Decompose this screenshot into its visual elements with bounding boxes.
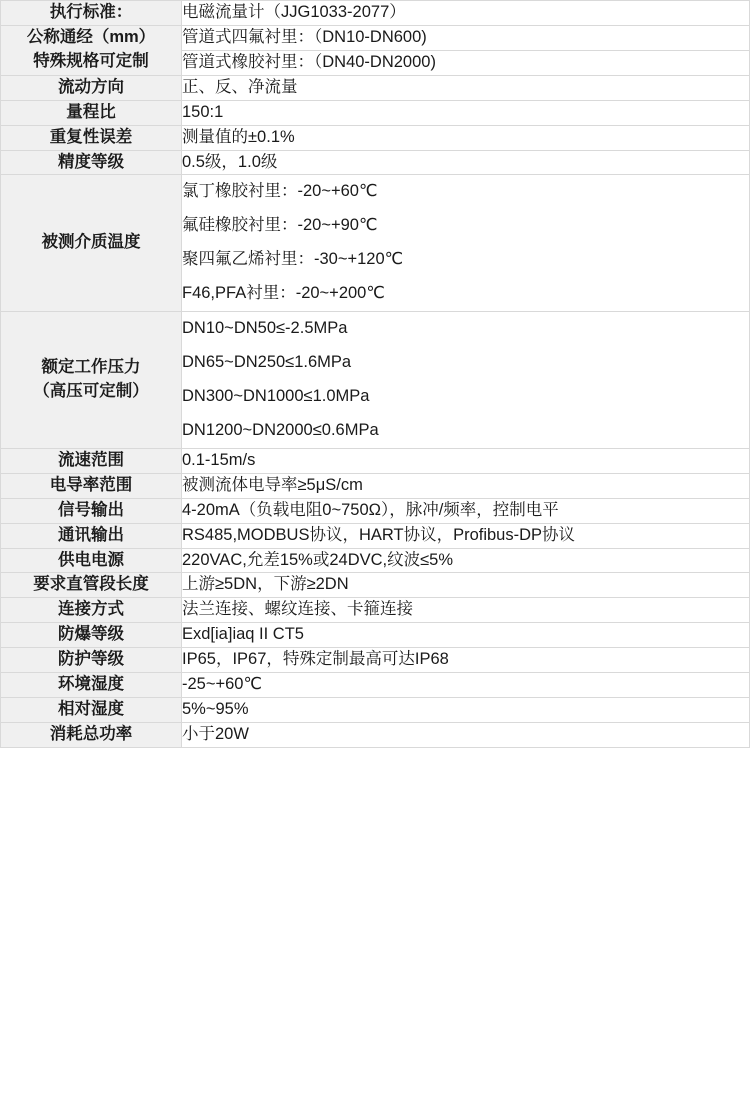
table-row xyxy=(1,722,750,747)
spec-value-cell xyxy=(182,50,750,75)
spec-value-cell xyxy=(182,150,750,175)
spec-label-line: 流速范围 xyxy=(58,450,124,469)
spec-value-line: 0.5级，1.0级 xyxy=(182,152,278,171)
spec-label-cell xyxy=(1,448,182,473)
spec-label-line: 防护等级 xyxy=(58,650,124,669)
spec-label-cell xyxy=(1,548,182,573)
spec-label-cell xyxy=(1,698,182,723)
spec-value-cell xyxy=(182,100,750,125)
table-row xyxy=(1,75,750,100)
spec-label-cell xyxy=(1,673,182,698)
spec-label-line: 特殊规格可定制 xyxy=(33,52,149,71)
spec-label-cell xyxy=(1,498,182,523)
spec-value-line: 5%~95% xyxy=(182,700,249,719)
table-row xyxy=(1,498,750,523)
spec-label-cell xyxy=(1,100,182,125)
spec-label-cell xyxy=(1,150,182,175)
spec-value-cell xyxy=(182,573,750,598)
spec-label-cell xyxy=(1,573,182,598)
spec-value-cell xyxy=(182,673,750,698)
spec-value-cell xyxy=(182,623,750,648)
spec-label-line: 流动方向 xyxy=(58,77,124,96)
spec-value-cell xyxy=(182,598,750,623)
spec-value-line: F46,PFA衬里：-20~+200℃ xyxy=(182,284,385,303)
table-row xyxy=(1,573,750,598)
spec-value-line: 220VAC,允差15%或24DVC,纹波≤5% xyxy=(182,550,454,569)
table-row xyxy=(1,1,750,26)
spec-label-cell xyxy=(1,623,182,648)
spec-label-cell xyxy=(1,312,182,449)
spec-label-line: 环境湿度 xyxy=(58,675,124,694)
table-row xyxy=(1,523,750,548)
spec-label-line: 执行标准： xyxy=(49,3,133,21)
spec-label-cell xyxy=(1,648,182,673)
table-row xyxy=(1,698,750,723)
spec-label-line: 消耗总功率 xyxy=(49,724,133,743)
spec-value-line: RS485,MODBUS协议，HART协议，Profibus-DP协议 xyxy=(182,525,576,544)
table-row xyxy=(1,598,750,623)
spec-value-line: 测量值的±0.1% xyxy=(182,127,295,146)
spec-value-line: DN300~DN1000≤1.0MPa xyxy=(182,386,370,405)
spec-label-line: 电导率范围 xyxy=(49,475,133,494)
spec-value-line: 上游≥5DN，下游≥2DN xyxy=(182,575,349,594)
spec-label-cell xyxy=(1,75,182,100)
spec-value-line: DN1200~DN2000≤0.6MPa xyxy=(182,420,379,439)
spec-value-cell xyxy=(182,125,750,150)
table-row xyxy=(1,673,750,698)
spec-value-line: 氟硅橡胶衬里：-20~+90℃ xyxy=(182,216,378,235)
spec-label-line: 公称通经（mm） xyxy=(26,28,156,47)
spec-label-cell xyxy=(1,25,182,75)
spec-value-cell xyxy=(182,523,750,548)
spec-label-cell xyxy=(1,598,182,623)
spec-value-cell xyxy=(182,473,750,498)
spec-label-line: 信号输出 xyxy=(58,500,124,519)
specifications-table-body xyxy=(1,1,750,748)
spec-label-line: 要求直管段长度 xyxy=(33,575,149,594)
spec-value-cell xyxy=(182,175,750,312)
spec-value-cell xyxy=(182,1,750,26)
spec-label-line: 通讯输出 xyxy=(58,525,124,544)
spec-value-cell xyxy=(182,548,750,573)
spec-value-line: 管道式橡胶衬里：（DN40-DN2000) xyxy=(182,52,436,71)
spec-value-line: 150:1 xyxy=(182,102,224,121)
table-row xyxy=(1,448,750,473)
spec-value-line: 电磁流量计（JJG1033-2077） xyxy=(182,3,406,21)
spec-label-line: 供电电源 xyxy=(58,550,124,569)
spec-value-line: IP65，IP67，特殊定制最高可达IP68 xyxy=(182,650,449,669)
spec-value-line: 法兰连接、螺纹连接、卡箍连接 xyxy=(182,600,413,619)
table-row xyxy=(1,100,750,125)
table-row xyxy=(1,548,750,573)
spec-value-cell xyxy=(182,75,750,100)
spec-value-line: 0.1-15m/s xyxy=(182,450,256,469)
spec-label-line: 重复性误差 xyxy=(49,127,133,146)
spec-value-cell xyxy=(182,25,750,50)
spec-label-line: 防爆等级 xyxy=(58,625,124,644)
table-row xyxy=(1,150,750,175)
table-row xyxy=(1,312,750,449)
table-row xyxy=(1,473,750,498)
table-row xyxy=(1,175,750,312)
spec-label-cell xyxy=(1,722,182,747)
spec-label-cell xyxy=(1,523,182,548)
table-row xyxy=(1,623,750,648)
spec-label-line: 精度等级 xyxy=(58,152,124,171)
spec-label-cell xyxy=(1,175,182,312)
spec-value-line: 被测流体电导率≥5μS/cm xyxy=(182,475,363,494)
table-row xyxy=(1,125,750,150)
spec-value-cell xyxy=(182,448,750,473)
spec-value-line: 氯丁橡胶衬里：-20~+60℃ xyxy=(182,182,378,201)
spec-value-line: DN10~DN50≤-2.5MPa xyxy=(182,319,348,338)
spec-value-line: 管道式四氟衬里：（DN10-DN600) xyxy=(182,27,427,46)
spec-label-line: （高压可定制） xyxy=(33,381,149,400)
spec-label-cell xyxy=(1,1,182,26)
spec-label-line: 被测介质温度 xyxy=(41,233,141,252)
spec-value-line: 正、反、净流量 xyxy=(182,77,298,96)
spec-label-cell xyxy=(1,473,182,498)
spec-value-cell xyxy=(182,698,750,723)
spec-value-cell xyxy=(182,648,750,673)
spec-label-line: 额定工作压力 xyxy=(41,358,141,377)
table-row xyxy=(1,648,750,673)
spec-label-line: 连接方式 xyxy=(58,600,124,619)
spec-value-line: -25~+60℃ xyxy=(182,675,263,694)
spec-value-line: DN65~DN250≤1.6MPa xyxy=(182,353,352,372)
spec-label-line: 量程比 xyxy=(66,102,116,121)
spec-value-line: Exd[ia]iaq II CT5 xyxy=(182,625,304,644)
spec-value-line: 小于20W xyxy=(182,724,249,743)
spec-value-line: 4-20mA（负载电阻0~750Ω），脉冲/频率，控制电平 xyxy=(182,500,559,519)
table-row xyxy=(1,25,750,50)
spec-value-cell xyxy=(182,312,750,449)
spec-value-line: 聚四氟乙烯衬里：-30~+120℃ xyxy=(182,250,404,269)
spec-value-cell xyxy=(182,498,750,523)
spec-value-cell xyxy=(182,722,750,747)
spec-label-line: 相对湿度 xyxy=(58,700,124,719)
spec-label-cell xyxy=(1,125,182,150)
